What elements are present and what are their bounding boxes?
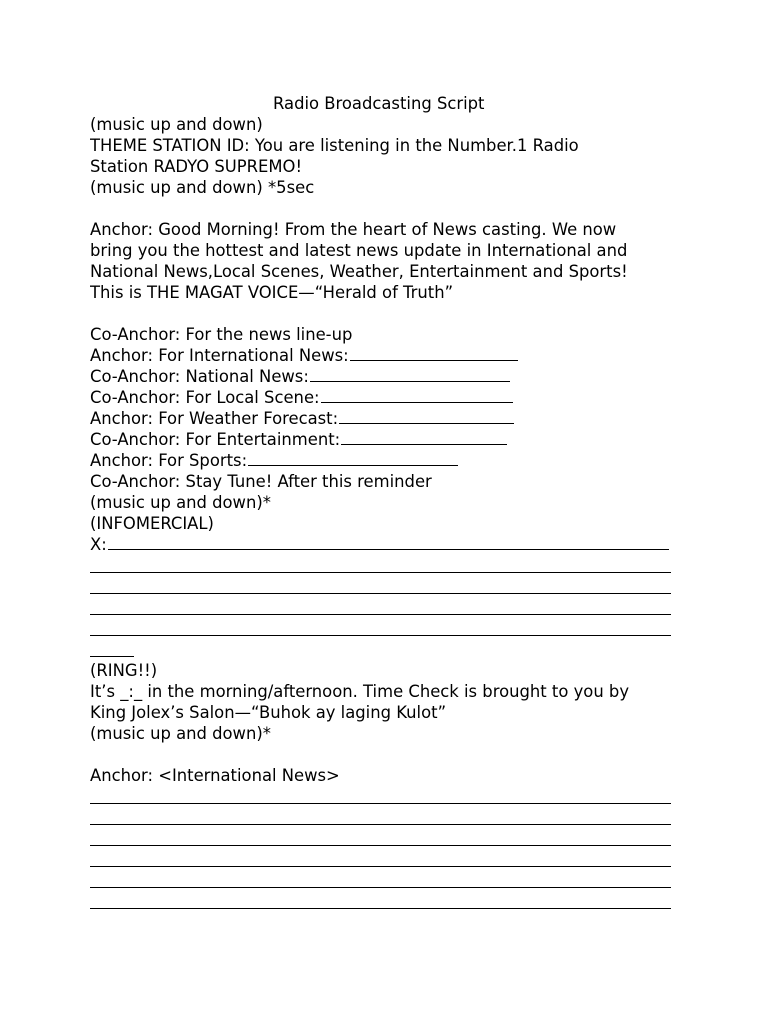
blank-rule-line (90, 849, 680, 870)
script-body (90, 114, 680, 912)
lineup-sports (90, 450, 680, 471)
fill-in-blank (108, 534, 669, 550)
underline (90, 614, 671, 615)
music-cue: (music up and down)* (90, 493, 271, 512)
station-id-line: Station RADYO SUPREMO! (90, 157, 303, 176)
blank-rule-line (90, 576, 680, 597)
lineup-local (90, 387, 680, 408)
anchor-intro-line: bring you the hottest and latest news update in International and (90, 241, 628, 260)
fill-in-blank (248, 450, 458, 466)
blank-rule-line (90, 870, 680, 891)
lineup-label: Anchor: For Sports: (90, 451, 248, 470)
ring-cue: (RING!!) (90, 661, 158, 680)
anchor-intro-line: National News,Local Scenes, Weather, Entertainment and Sports! (90, 262, 628, 281)
music-cue: (music up and down) *5sec (90, 178, 315, 197)
page-title: Radio Broadcasting Script (273, 94, 485, 113)
underline (90, 887, 671, 888)
fill-in-blank (341, 429, 507, 445)
blank-rule-line (90, 555, 680, 576)
blank-rule-line (90, 639, 680, 660)
underline (90, 572, 671, 573)
lineup-international (90, 345, 680, 366)
underline (90, 593, 671, 594)
underline (90, 824, 671, 825)
x-label: X: (90, 535, 107, 554)
lineup-label: Co-Anchor: National News: (90, 367, 309, 386)
infomercial-x-line (90, 534, 680, 555)
international-news-heading: Anchor: <International News> (90, 766, 340, 785)
underline (90, 908, 671, 909)
station-id-line: THEME STATION ID: You are listening in the Number.1 Radio (90, 136, 579, 155)
lineup-label: Co-Anchor: For Local Scene: (90, 388, 320, 407)
underline (90, 866, 671, 867)
underline (90, 656, 134, 657)
blank-line (90, 744, 680, 765)
stay-tune-line: Co-Anchor: Stay Tune! After this reminder (90, 472, 432, 491)
underline (90, 635, 671, 636)
blank-rule-line (90, 828, 680, 849)
music-cue: (music up and down) (90, 115, 263, 134)
fill-in-blank (321, 387, 513, 403)
blank-rule-line (90, 618, 680, 639)
lineup-label: Anchor: For Weather Forecast: (90, 409, 339, 428)
anchor-intro-line: Anchor: Good Morning! From the heart of News casting. We now (90, 220, 617, 239)
time-check-line: It’s _:_ in the morning/afternoon. Time Check is brought to you by (90, 682, 630, 701)
blank-line (90, 303, 680, 324)
underline (90, 845, 671, 846)
blank-rule-line (90, 786, 680, 807)
lineup-label: Anchor: For International News: (90, 346, 349, 365)
lineup-entertainment (90, 429, 680, 450)
blank-rule-line (90, 807, 680, 828)
blank-rule-line (90, 891, 680, 912)
lineup-label: Co-Anchor: For Entertainment: (90, 430, 341, 449)
music-cue: (music up and down)* (90, 724, 271, 743)
fill-in-blank (339, 408, 514, 424)
infomercial-label: (INFOMERCIAL) (90, 514, 214, 533)
lineup-weather (90, 408, 680, 429)
lineup-national (90, 366, 680, 387)
fill-in-blank (350, 345, 518, 361)
lineup-intro: Co-Anchor: For the news line-up (90, 325, 353, 344)
underline (90, 803, 671, 804)
blank-line (90, 198, 680, 219)
blank-rule-line (90, 597, 680, 618)
anchor-intro-line: This is THE MAGAT VOICE—“Herald of Truth” (90, 283, 454, 302)
fill-in-blank (310, 366, 510, 382)
time-check-line: King Jolex’s Salon—“Buhok ay laging Kulot” (90, 703, 447, 722)
